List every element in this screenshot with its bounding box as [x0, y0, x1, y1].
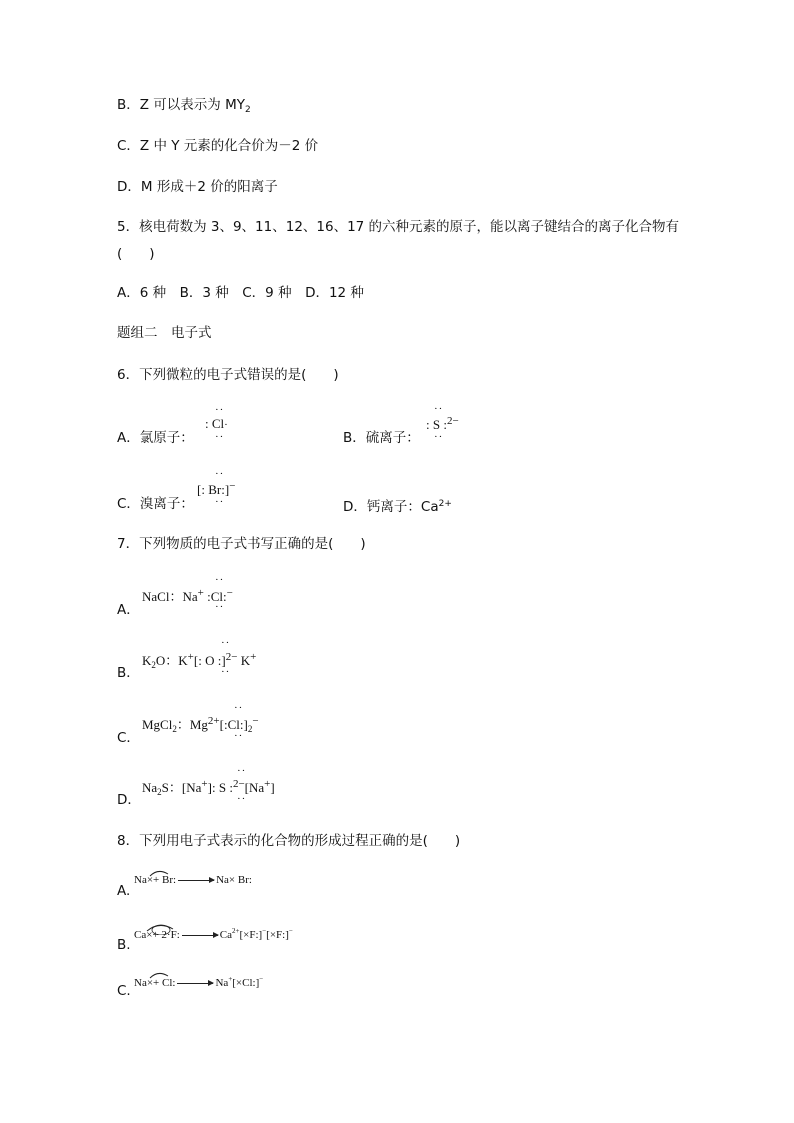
charge: − [262, 927, 267, 935]
q6-option-d-text: D．钙离子：Ca [343, 499, 439, 515]
charge: − [226, 587, 233, 599]
electron-transfer-arrow [148, 868, 172, 878]
fluorine-symbol: F [249, 929, 256, 941]
dots: : [211, 780, 216, 795]
oxygen-symbol: O [205, 653, 215, 668]
charge: + [187, 651, 194, 663]
charge: + [228, 975, 233, 983]
sodium-symbol: Na [134, 874, 147, 886]
charge: − [259, 975, 264, 983]
q6-option-b-label: B．硫离子： [343, 430, 420, 446]
charge: 2+ [207, 715, 220, 727]
dots: : [443, 417, 447, 432]
reaction-arrow [178, 880, 214, 881]
dots-top: ·· [215, 404, 225, 416]
chlorine-symbol: Cl [210, 589, 223, 604]
charge: − [229, 480, 236, 492]
question-5-stem: 5．核电荷数为 3、9、11、12、16、17 的六种元素的原子，能以离子键结合的离子化合物有 [117, 219, 680, 235]
question-6-stem: 6．下列微粒的电子式错误的是( ) [117, 367, 339, 383]
charge: 2− [232, 778, 245, 790]
dots: · [224, 419, 228, 431]
dots: : [223, 717, 228, 732]
electron-transfer-arrow [145, 921, 177, 935]
calcium-symbol: Ca [219, 929, 233, 941]
dots-top: ·· [237, 765, 247, 777]
formula-name: NaCl：Na [142, 589, 198, 604]
q7-option-c-label: C． [117, 730, 140, 746]
bromine-symbol: Br [162, 874, 174, 886]
electron-mark: × [146, 977, 154, 989]
subscript: 2 [157, 787, 162, 797]
q6-option-c-label: C．溴离子： [117, 496, 194, 512]
sodium-symbol: Na [216, 874, 229, 886]
dots: : [221, 482, 225, 497]
dots: · [166, 929, 171, 941]
dots: : [205, 416, 209, 431]
calcium-symbol: Ca [134, 929, 147, 941]
chlorine-symbol: Cl [242, 977, 253, 989]
group-heading: 题组二 电子式 [117, 325, 212, 341]
q7-option-c-formula: MgCl$_2$：$Mg^{2+}[:Cl:]_2^-$ [142, 715, 259, 734]
q7-option-d-label: D． [117, 792, 141, 808]
dots: : [207, 589, 211, 604]
charge: + [201, 778, 208, 790]
question-8-stem: 8．下列用电子式表示的化合物的形成过程正确的是( ) [117, 833, 461, 849]
question-5-paren: ( ) [117, 246, 155, 262]
dots: : [229, 780, 233, 795]
dots-top: ·· [234, 702, 244, 714]
q7-option-d-formula: $Na_2S$：[Na+]: S :$^{2-}$[Na+] [142, 778, 275, 797]
charge: + [250, 651, 257, 663]
q7-option-b-label: B． [117, 665, 140, 681]
reaction-arrow [177, 983, 213, 984]
charge: 2+ [232, 927, 240, 935]
subscript: 2 [172, 724, 177, 734]
q6-option-d-label [343, 495, 452, 516]
option-c: C．Z 中 Y 元素的化合价为－2 价 [117, 138, 319, 154]
dots-bottom: ·· [237, 793, 247, 805]
formula-name: MgCl [142, 717, 173, 732]
sulfur-symbol: S [218, 780, 227, 795]
fluorine-symbol: F [170, 929, 177, 941]
formula-tail: K [240, 653, 251, 668]
charge: 2+ [438, 499, 452, 509]
dots-bottom: ·· [215, 601, 225, 613]
q7-option-b-formula: $K_2O$：K+[: O :]$^{2-}$ K+ [142, 651, 257, 670]
q8-option-b-formula: Ca×+ 2·F: $Ca^{2+}[\times F:]^-[\times F:]^-$ [134, 927, 293, 941]
sodium-symbol: Na [215, 977, 229, 989]
dots: : [239, 717, 244, 732]
bromine-symbol: Br [237, 874, 249, 886]
charge: + [197, 587, 204, 599]
dots: : [223, 589, 227, 604]
charge: − [252, 715, 259, 727]
sodium-symbol: Na [134, 977, 147, 989]
dots-top: ·· [221, 637, 231, 649]
q6-option-a-formula [205, 416, 228, 432]
bromine-symbol: Br [208, 482, 222, 497]
charge: 2− [446, 415, 459, 427]
q7-option-a-label: A． [117, 602, 140, 618]
dots-bottom: ·· [215, 431, 225, 443]
charge: 2− [225, 651, 238, 663]
chlorine-symbol: Cl [162, 977, 173, 989]
dots: : [426, 417, 430, 432]
chlorine-symbol: Cl [211, 416, 225, 431]
formula-name: Na [142, 780, 158, 795]
q6-option-a-label: A．氯原子： [117, 430, 194, 446]
dots-top: ·· [215, 574, 225, 586]
dots: : [201, 482, 205, 497]
formula-name: ：Mg [176, 717, 208, 732]
coefficient: + 2 [152, 929, 167, 941]
dots-bottom: ·· [221, 666, 231, 678]
dots-bottom: ·· [234, 730, 244, 742]
formula-name: K [142, 653, 152, 668]
dots-top: ·· [215, 468, 225, 480]
dots-bottom: ·· [215, 496, 225, 508]
dots: : [217, 653, 222, 668]
reaction-arrow [182, 935, 218, 936]
electron-transfer-arrow [148, 970, 172, 980]
formula-name: O：K [155, 653, 188, 668]
subscript: 2 [151, 660, 156, 670]
subscript: 2 [247, 724, 253, 734]
formula-tail: [Na [244, 780, 265, 795]
q8-option-c-formula: Na×+ Cl: Na+[×Cl:]− [134, 975, 264, 989]
option-b-sub: 2 [245, 105, 251, 115]
question-7-stem: 7．下列物质的电子式书写正确的是( ) [117, 536, 366, 552]
dots-top: ·· [434, 403, 444, 415]
dots-bottom: ·· [434, 431, 444, 443]
charge: + [264, 778, 271, 790]
formula-name: S：[Na [161, 780, 202, 795]
electron-mark: × [146, 874, 154, 886]
electron-mark: × [228, 874, 236, 886]
q8-option-c-label: C. [117, 983, 131, 999]
charge: − [288, 927, 293, 935]
option-b [117, 96, 251, 119]
q8-option-a-label: A. [117, 883, 131, 899]
q6-option-c-formula: [: Br:]− [197, 480, 236, 497]
chlorine-symbol: Cl [227, 717, 240, 732]
electron-mark: × [146, 929, 153, 941]
dots: : [198, 653, 202, 668]
option-b-text: B．Z 可以表示为 MY [117, 97, 245, 113]
q8-option-a-formula: Na×+ Br: Na× Br: [134, 874, 252, 886]
q8-option-b-label: B. [117, 937, 131, 953]
question-5-options: A．6 种 B．3 种 C．9 种 D．12 种 [117, 285, 364, 301]
sulfur-symbol: S [432, 417, 441, 432]
option-d: D．M 形成＋2 价的阳离子 [117, 179, 278, 195]
